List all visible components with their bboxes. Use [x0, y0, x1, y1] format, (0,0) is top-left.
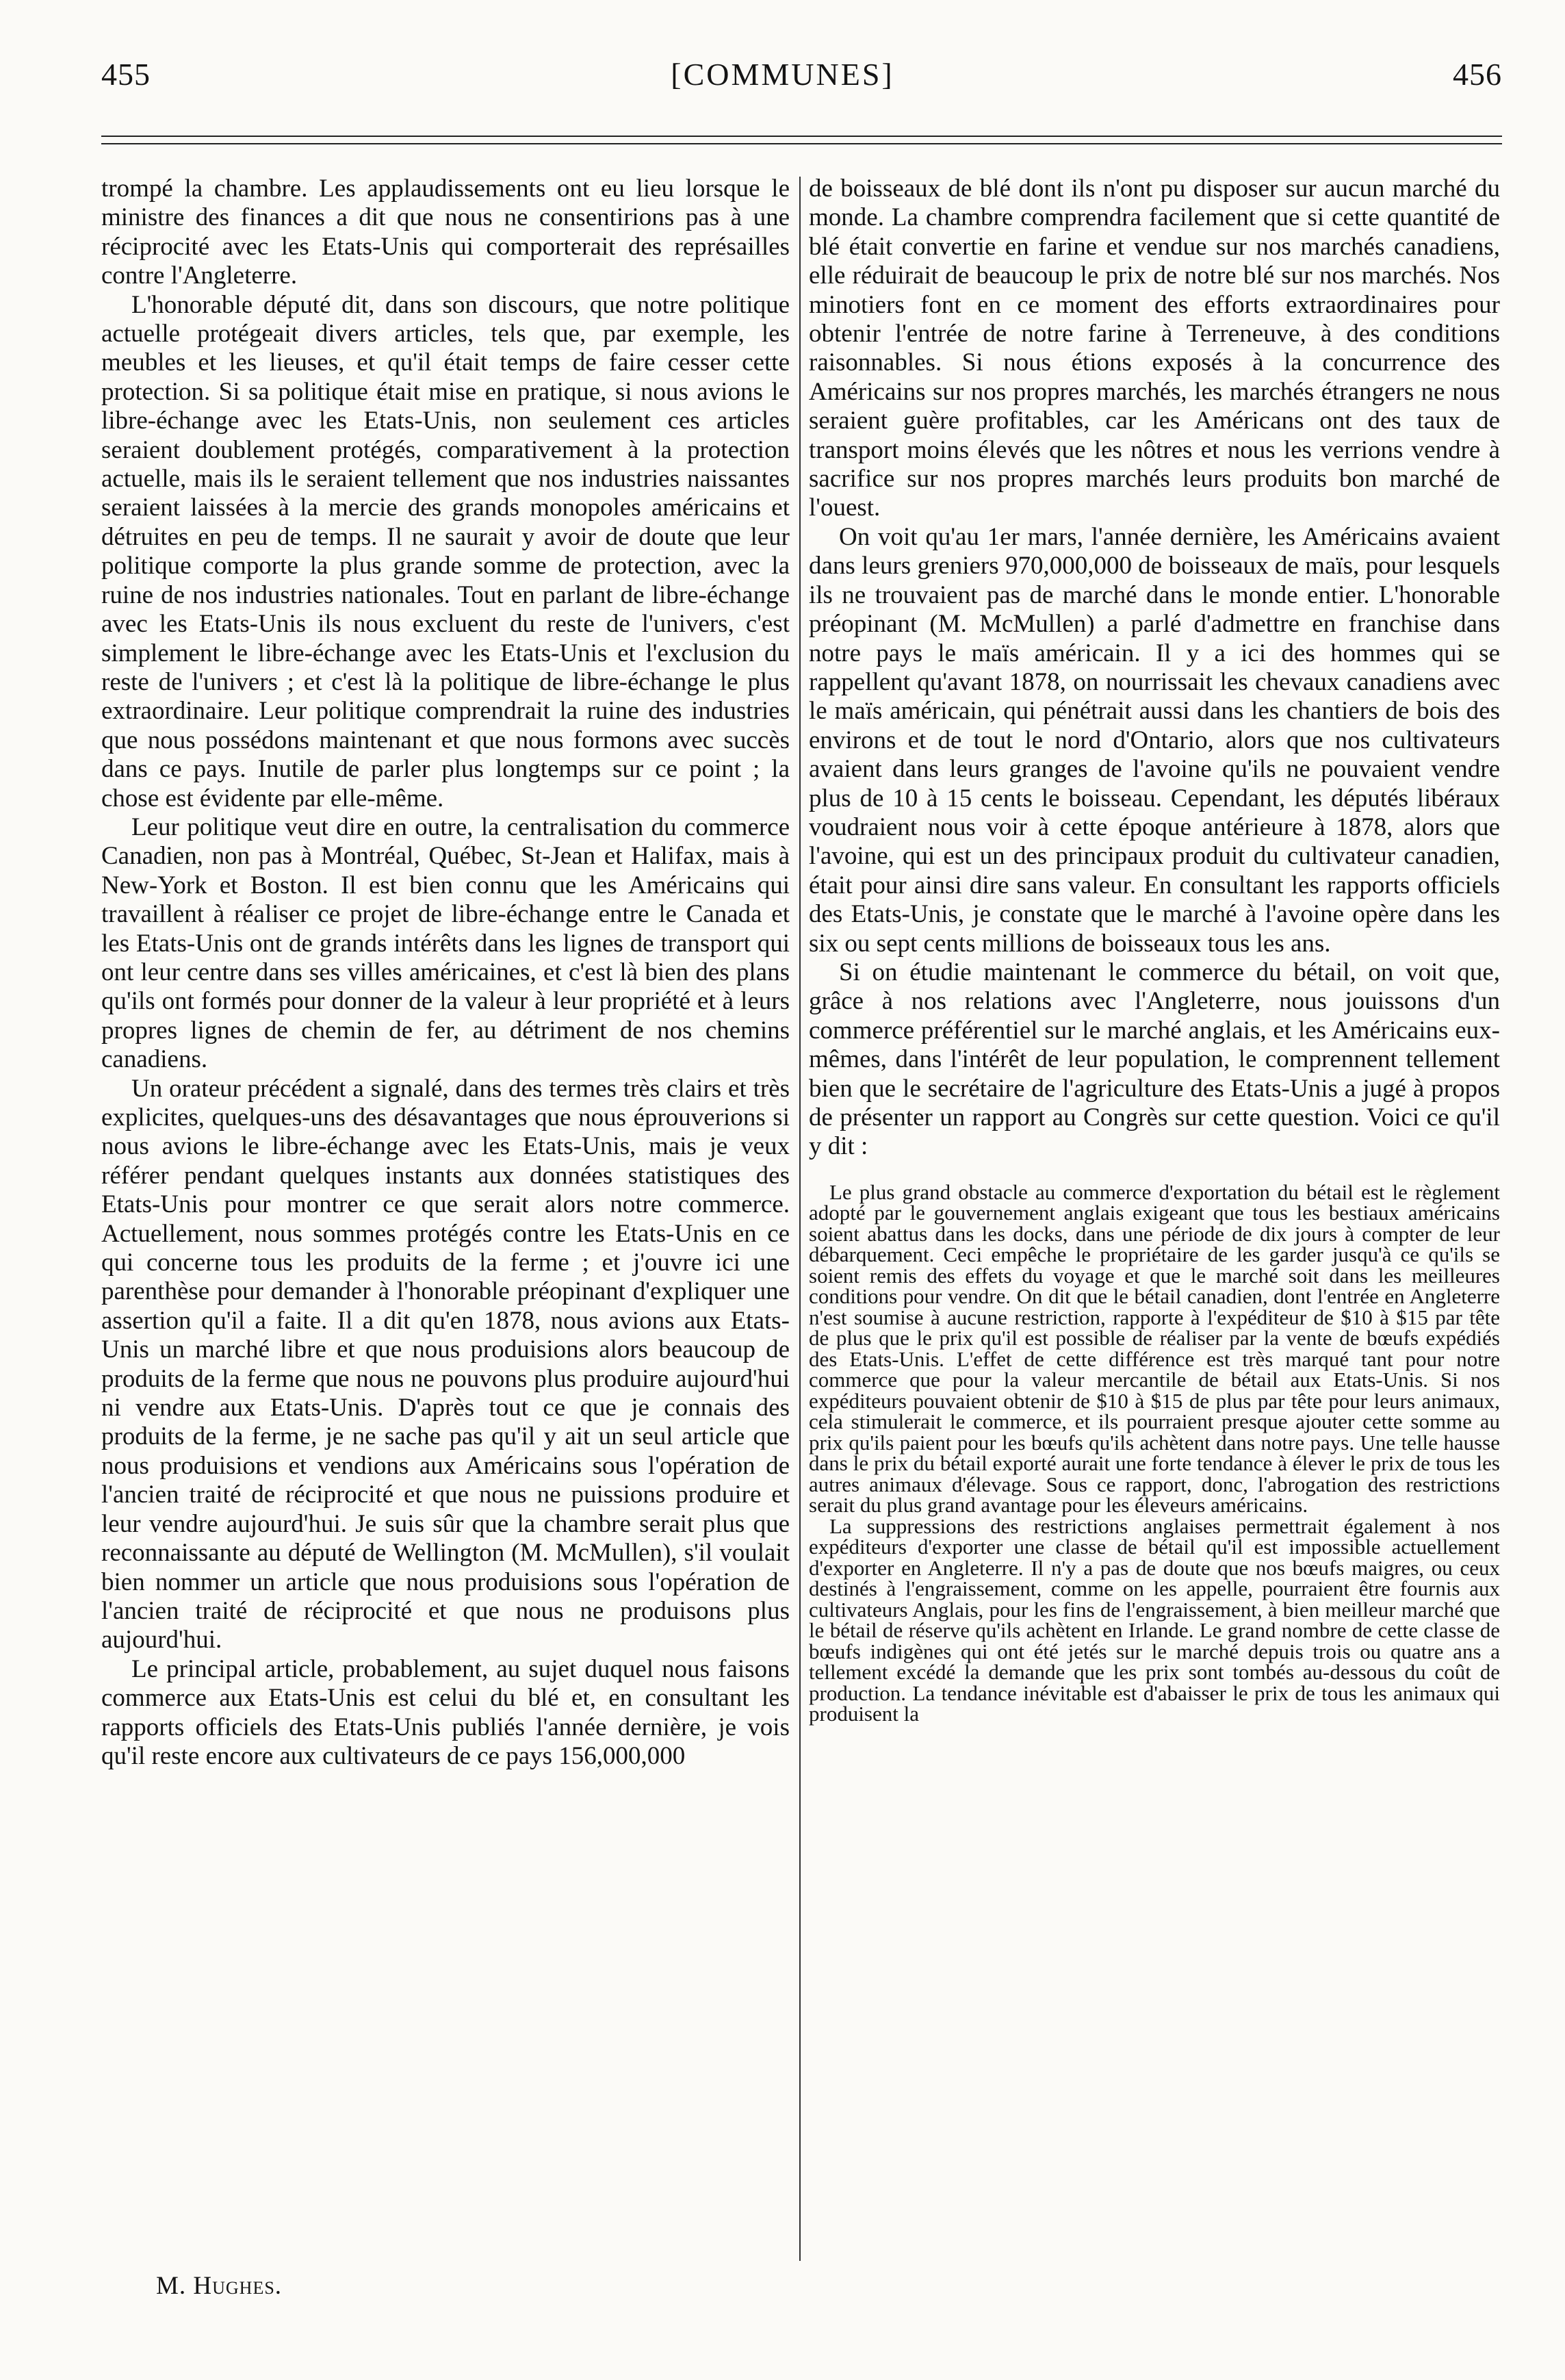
quote-paragraph: La suppressions des restrictions anglaises permettrait également à nos expéditeurs d'exporter une classe de bétail qu'il est impossible actuellement d'exporter en Angleterre. Il n'y a pas de doute que nos bœufs maigres, ou ceux destinés à l'engraissement, comme on les appelle, pourraient être fournis aux cultivateurs Anglais, pour les fins de l'engraissement, à bien meilleur marché que le bétail de réserve qu'ils achètent en Irlande. Le grand nombre de cette classe de bœufs indigènes qui ont été jetés sur le marché depuis trois ou quatre ans a tellement excédé la demande que les prix sont tombés au-dessous du coût de production. La tendance inévitable est d'abaisser le prix de tous les animaux qui produisent la — [809, 1513, 1500, 1726]
quoted-report — [809, 1179, 1500, 1726]
paragraph: Le principal article, probablement, au sujet duquel nous faisons commerce aux Etats-Unis est celui du blé et, en consultant les rapports officiels des Etats-Unis publiés l'année dernière, je vois qu'il reste encore aux cultivateurs de ce pays 156,000,000 — [101, 1654, 790, 1770]
left-column — [101, 175, 790, 1771]
speaker-footer: M. Hughes. — [156, 2272, 283, 2300]
paragraph: On voit qu'au 1er mars, l'année dernière, les Américains avaient dans leurs greniers 970,000,000 de boisseaux de maïs, pour lesquels ils ne trouvaient pas de marché dans le monde entier. L'honorable préopinant (M. McMullen) a parlé d'admettre en franchise dans notre pays le maïs américain. Il y a ici des hommes qui se rappellent qu'avant 1878, on nourrissait les chevaux canadiens avec le maïs américain, qui pénétrait aussi dans les chantiers de bois des environs et de tout le nord d'Ontario, alors que nos cultivateurs avaient dans leurs granges de l'avoine qu'ils ne pouvaient vendre plus de 10 à 15 cents le boisseau. Cependant, les députés libéraux voudraient nous voir à cette époque antérieure à 1878, alors que l'avoine, qui est un des principaux produit du cultivateur canadien, était pour ainsi dire sans valeur. En consultant les rapports officiels des Etats-Unis, je constate que le marché à l'avoine opère dans les six ou sept cents millions de boisseaux tous les ans. — [809, 522, 1500, 958]
right-column — [809, 175, 1500, 1725]
column-divider — [799, 177, 801, 2261]
paragraph: trompé la chambre. Les applaudissements ont eu lieu lorsque le ministre des finances a dit que nous ne consentirions pas à une réciprocité avec les Etats-Unis qui comporterait des représailles contre l'Angleterre. — [101, 175, 790, 290]
paragraph: de boisseaux de blé dont ils n'ont pu disposer sur aucun marché du monde. La chambre comprendra facilement que si cette quantité de blé était convertie en farine et vendue sur nos marchés canadiens, elle réduirait de beaucoup le prix de notre blé sur nos marchés. Nos minotiers font en ce moment des efforts extraordinaires pour obtenir l'entrée de notre farine à Terreneuve, à des conditions raisonnables. Si nous étions exposés à la concurrence des Américains sur nos propres marchés, les marchés étrangers ne nous seraient guère profitables, car les Américans ont des taux de transport moins élevés que les nôtres et nous les verrions vendre à sacrifice sur nos propres marchés leurs produits bon marché de l'ouest. — [809, 175, 1500, 522]
paragraph: Un orateur précédent a signalé, dans des termes très clairs et très explicites, quelques-uns des désavantages que nous éprouverions si nous avions le libre-échange avec les Etats-Unis, mais je veux référer pendant quelques instants aux données statistiques des Etats-Unis pour montrer ce que serait alors notre commerce. Actuellement, nous sommes protégés contre les Etats-Unis en ce qui concerne tous les produits de la ferme ; et j'ouvre ici une parenthèse pour demander à l'honorable préopinant d'expliquer une assertion qu'il a faite. Il a dit qu'en 1878, nous avions aux Etats-Unis un marché libre et que nous produisions alors beaucoup de produits de la ferme que nous ne pouvons plus produire aujourd'hui ni vendre aux Etats-Unis. D'après tout ce que je connais des produits de la ferme, je ne sache pas qu'il y ait un seul article que nous produisions et vendions aux Américains sous l'opération de l'ancien traité de réciprocité et que nous ne puissions produire et leur vendre aujourd'hui. Je suis sûr que la chambre serait plus que reconnaissante au député de Wellington (M. McMullen), s'il voulait bien nommer un article que nous produisions sous l'opération de l'ancien traité de réciprocité et que nous ne produisons plus aujourd'hui. — [101, 1074, 790, 1654]
left-page-number: 455 — [101, 57, 151, 92]
paragraph: L'honorable député dit, dans son discours, que notre politique actuelle protégeait divers articles, tels que, par exemple, les meubles et les lieuses, et qu'il était temps de faire cesser cette protection. Si sa politique était mise en pratique, si nous avions le libre-échange avec les Etats-Unis, non seulement ces articles seraient doublement protégés, comparativement à la protection actuelle, mais ils le seraient tellement que nos industries naissantes seraient laissées à la mercie des grands monopoles américains et détruites en peu de temps. Il ne saurait y avoir de doute que leur politique comporte la plus grande somme de protection, avec la ruine de nos industries nationales. Tout en parlant de libre-échange avec les Etats-Unis ils nous excluent du reste de l'univers, c'est simplement le libre-échange avec les Etats-Unis et l'exclusion du reste de l'univers ; et c'est là la politique de libre-échange le plus extraordinaire. Leur politique comprendrait la ruine des industries que nous possédons maintenant et que nous formons avec succès dans ce pays. Inutile de parler plus longtemps sur ce point ; la chose est évidente par elle-même. — [101, 290, 790, 812]
quote-paragraph: Le plus grand obstacle au commerce d'exportation du bétail est le règlement adopté par le gouvernement anglais exigeant que tous les bestiaux américains soient abattus dans les docks, dans une période de dix jours à compter de leur débarquement. Ceci empêche le propriétaire de les garder jusqu'à ce qu'ils se soient remis des effets du voyage et que le marché soit dans les meilleures conditions pour vendre. On dit que le bétail canadien, dont l'entrée en Angleterre n'est soumise à aucune restriction, rapporte à l'expéditeur de $10 à $15 par tête de plus que le prix qu'il est possible de réaliser par la vente de bœufs expédiés des Etats-Unis. L'effet de cette différence est très marqué tant pour notre commerce que pour la valeur mercantile de bétail aux Etats-Unis. Si nos expéditeurs pouvaient obtenir de $10 à $15 de plus par tête pour leurs animaux, cela stimulerait le commerce, et ils pourraient presque ajouter cette somme au prix qu'ils paient pour les bœufs qu'ils achètent dans notre pays. Une telle hausse dans le prix du bétail exporté aurait une forte tendance à élever le prix de tous les autres animaux d'élevage. Sous ce rapport, donc, l'abrogation des restrictions serait du plus grand avantage pour les éleveurs américains. — [809, 1179, 1500, 1518]
header-rule-bottom — [101, 143, 1502, 144]
right-page-number: 456 — [1453, 57, 1502, 92]
header-rule-top — [101, 136, 1502, 137]
paragraph: Leur politique veut dire en outre, la centralisation du commerce Canadien, non pas à Montréal, Québec, St-Jean et Halifax, mais à New-York et Boston. Il est bien connu que les Américains qui travaillent à réaliser ce projet de libre-échange entre le Canada et les Etats-Unis ont de grands intérêts dans les lignes de transport qui ont leur centre dans ses villes américaines, et c'est là bien des plans qu'ils ont formés pour donner de la valeur à leur propriété et à leurs propres lignes de chemin de fer, au détriment de nos chemins canadiens. — [101, 812, 790, 1074]
paragraph: Si on étudie maintenant le commerce du bétail, on voit que, grâce à nos relations avec l'Angleterre, nous jouissons d'un commerce préférentiel sur le marché anglais, et les Américains eux-mêmes, dans l'intérêt de leur population, le comprennent tellement bien que le secrétaire de l'agriculture des Etats-Unis a jugé à propos de présenter un rapport au Congrès sur cette question. Voici ce qu'il y dit : — [809, 958, 1500, 1161]
running-title: [COMMUNES] — [671, 57, 894, 92]
